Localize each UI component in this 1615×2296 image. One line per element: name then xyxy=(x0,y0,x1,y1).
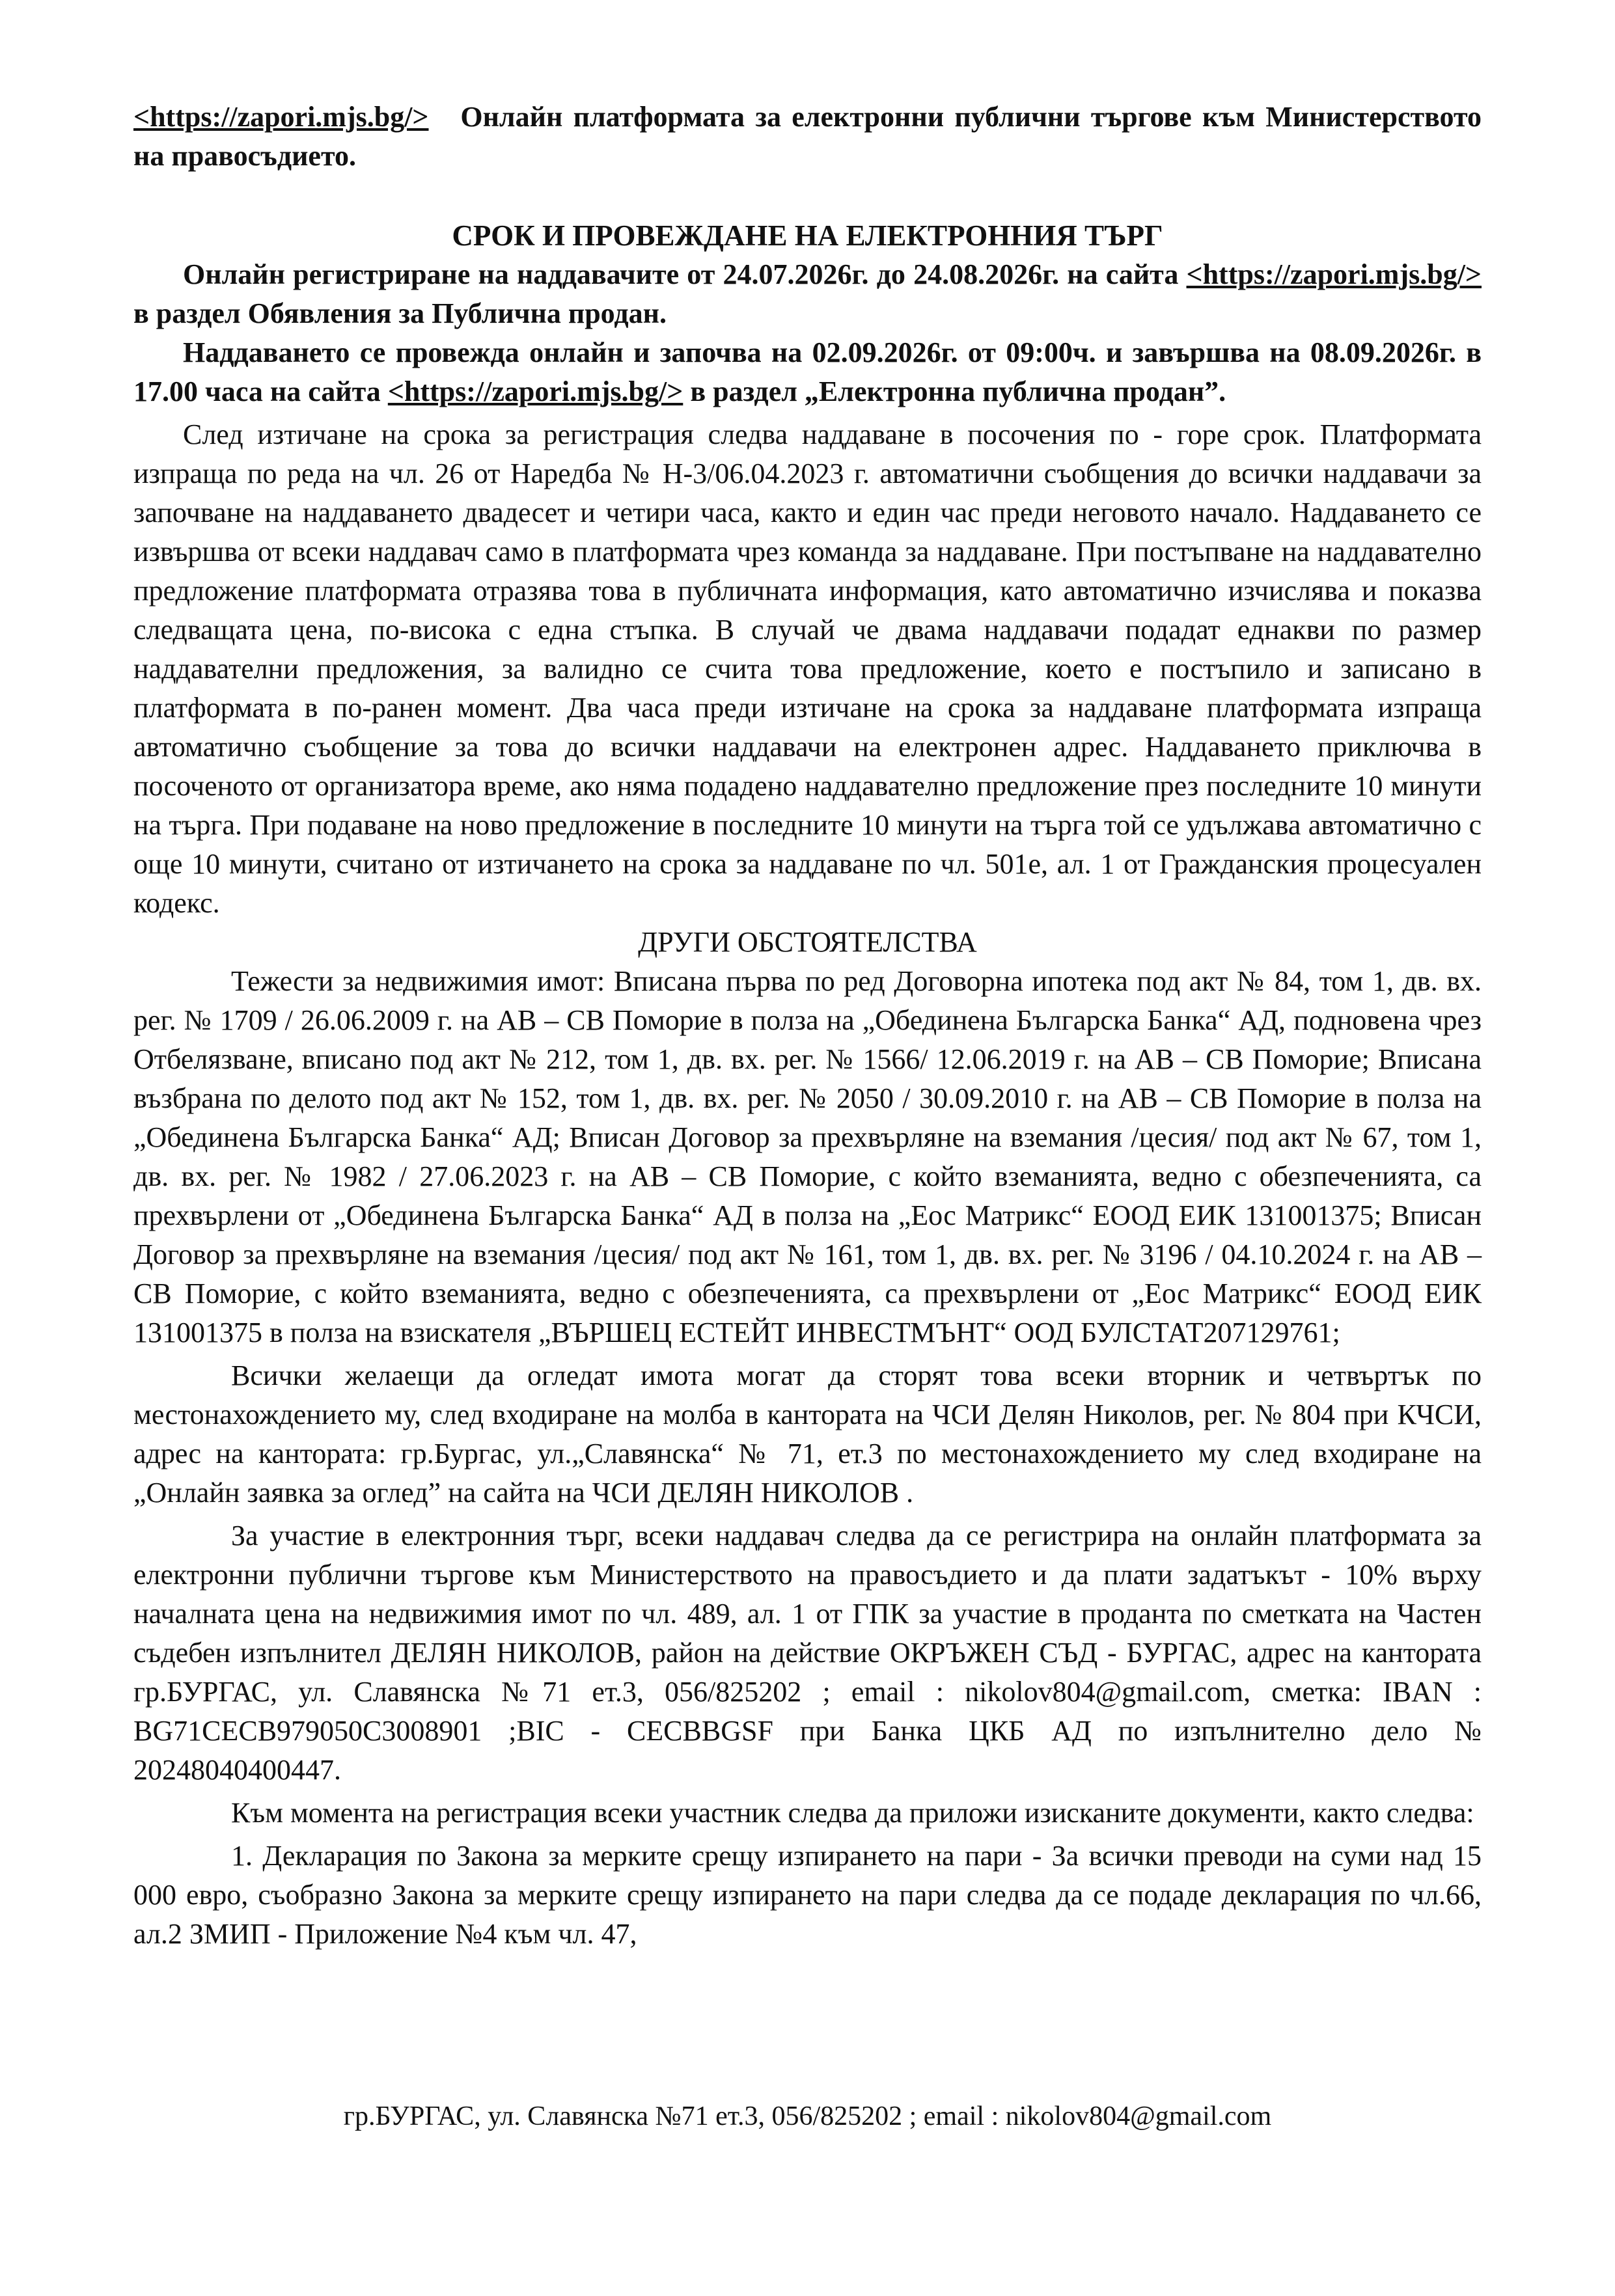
registration-paragraph: Онлайн регистриране на наддавачите от 24.07.2026г. до 24.08.2026г. на сайта <https://zapori.mjs.bg/> в раздел Обявления за Публична продан. xyxy=(133,258,1482,329)
viewing-paragraph: Всички желаещи да огледат имота могат да сторят това всеки вторник и четвъртък по местонахождението му, след входиране на молба в кантората на ЧСИ Делян Николов, рег. № 804 при КЧСИ, адрес на кантората: гр.Бургас, ул.„Славянска“ № 71, ет.3 по местонахождението му след входиране на „Онлайн заявка за оглед” на сайта на ЧСИ ДЕЛЯН НИКОЛОВ . xyxy=(133,1360,1482,1509)
bidding-paragraph: Наддаването се провежда онлайн и започва на 02.09.2026г. от 09:00ч. и завършва на 08.09.2026г. в 17.00 часа на сайта <https://zapori.mjs.bg/> в раздел „Електронна публична продан”. xyxy=(133,336,1482,407)
bidding-link[interactable]: <https://zapori.mjs.bg/> xyxy=(387,376,683,407)
documents-intro-paragraph: Към момента на регистрация всеки участник следва да приложи изисканите документи, както следва: xyxy=(231,1797,1474,1829)
header-text: Онлайн платформата за електронни публични търгове към Министерството на правосъдието. xyxy=(133,101,1482,172)
section-title-other-circumstances: ДРУГИ ОБСТОЯТЕЛСТВА xyxy=(638,926,977,958)
registration-link[interactable]: <https://zapori.mjs.bg/> xyxy=(1186,258,1482,290)
header-link[interactable]: <https://zapori.mjs.bg/> xyxy=(133,101,429,133)
encumbrances-paragraph: Тежести за недвижимия имот: Вписана първа по ред Договорна ипотека под акт № 84, том 1, дв. вх. рег. № 1709 / 26.06.2009 г. на АВ – СВ Поморие в полза на „Обединена Българска Банка“ АД, подновена чрез Отбелязване, вписано под акт № 212, том 1, дв. вх. рег. № 1566/ 12.06.2019 г. на АВ – СВ Поморие; Вписана възбрана по делото под акт № 152, том 1, дв. вх. рег. № 2050 / 30.09.2010 г. на АВ – СВ Поморие в полза на „Обединена Българска Банка“ АД; Вписан Договор за прехвърляне на вземания /цесия/ под акт № 67, том 1, дв. вх. рег. № 1982 / 27.06.2023 г. на АВ – СВ Поморие, с който вземанията, ведно с обезпеченията, са прехвърлени от „Обединена Българска Банка“ АД в полза на „Еос Матрикс“ ЕООД ЕИК 131001375; Вписан Договор за прехвърляне на вземания /цесия/ под акт № 161, том 1, дв. вх. рег. № 3196 / 04.10.2024 г. на АВ – СВ Поморие, с който вземанията, ведно с обезпеченията, са прехвърлени от „Еос Матрикс“ ЕООД ЕИК 131001375 в полза на взискателя „ВЪРШЕЦ ЕСТЕЙТ ИНВЕСТМЪНТ“ ООД БУЛСТАТ207129761; xyxy=(133,965,1482,1348)
section-title-auction-term: СРОК И ПРОВЕЖДАНЕ НА ЕЛЕКТРОННИЯ ТЪРГ xyxy=(452,219,1163,252)
page-footer: гр.БУРГАС, ул. Славянска №71 ет.3, 056/825202 ; email : nikolov804@gmail.com xyxy=(343,2101,1272,2131)
documents-list-item-1: 1. Декларация по Закона за мерките срещу изпирането на пари - За всички преводи на суми над 15 000 евро, съобразно Закона за мерките срещу изпирането на пари следва да се подаде декларация по чл.66, ал.2 ЗМИП - Приложение №4 към чл. 47, xyxy=(133,1840,1482,1950)
procedure-paragraph: След изтичане на срока за регистрация следва наддаване в посочения по - горе срок. Платформата изпраща по реда на чл. 26 от Наредба № Н-3/06.04.2023 г. автоматични съобщения до всички наддавачи за започване на наддаването двадесет и четири часа, както и един час преди неговото начало. Наддаването се извършва от всеки наддавач само в платформата чрез команда за наддаване. При постъпване на наддавателно предложение платформата отразява това в публичната информация, като автоматично изчислява и показва следващата цена, по-висока с една стъпка. В случай че двама наддавачи подадат еднакви по размер наддавателни предложения, за валидно се счита това предложение, което е постъпило и записано в платформата в по-ранен момент. Два часа преди изтичане на срока за наддаване платформата изпраща автоматично съобщение за това до всички наддавачи на електронен адрес. Наддаването приключва в посоченото от организатора време, ако няма подадено наддавателно предложение през последните 10 минути на търга. При подаване на ново предложение в последните 10 минути на търга той се удължава автоматично с още 10 минути, считано от изтичането на срока за наддаване по чл. 501е, ал. 1 от Гражданския процесуален кодекс. xyxy=(133,418,1482,919)
header-paragraph xyxy=(133,98,1482,176)
participation-paragraph: За участие в електронния търг, всеки наддавач следва да се регистрира на онлайн платформата за електронни публични търгове към Министерството на правосъдието и да плати задатъкът - 10% върху началната цена на недвижимия имот по чл. 489, ал. 1 от ГПК за участие в проданта по сметката на Частен съдебен изпълнител ДЕЛЯН НИКОЛОВ, район на действие ОКРЪЖЕН СЪД - БУРГАС, адрес на кантората гр.БУРГАС, ул. Славянска №71 ет.3, 056/825202 ; email : nikolov804@gmail.com, сметка: IBAN : BG71CECB979050C3008901 ;BIC - CECBBGSF при Банка ЦКБ АД по изпълнително дело № 20248040400447. xyxy=(133,1520,1482,1786)
